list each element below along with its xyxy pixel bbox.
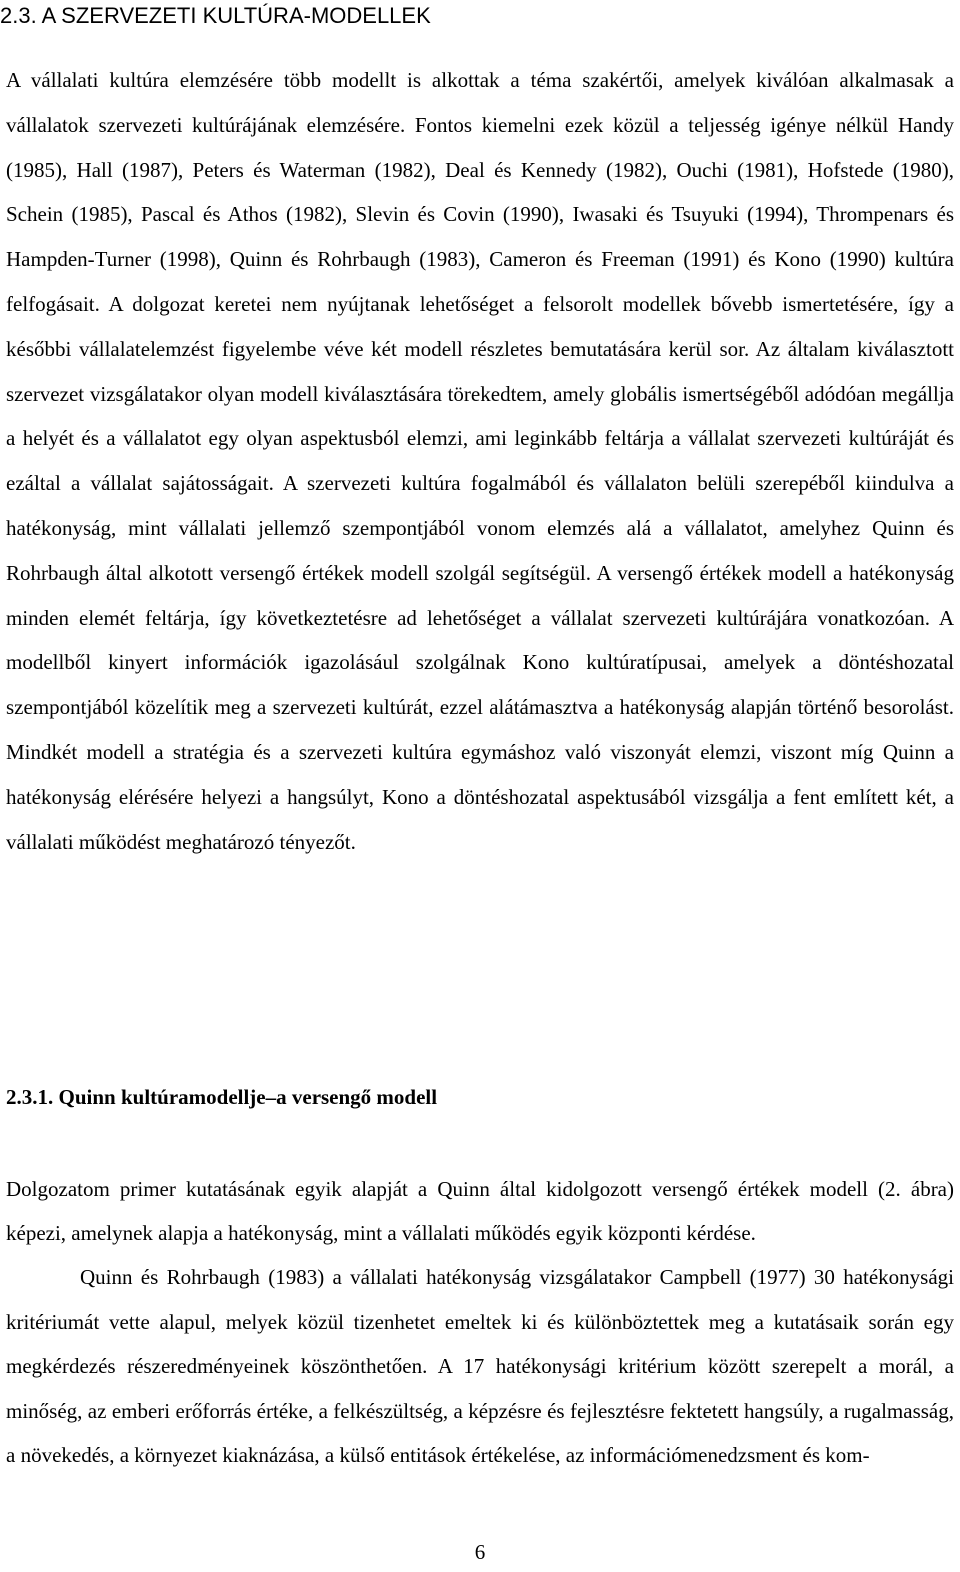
subsection-paragraph-1: Dolgozatom primer kutatásának egyik alapját a Quinn által kidolgozott versengő értékek modell (2. ábra) képezi, amelynek alapja a hatékonyság, mint a vállalati működés egyik központi kérdése. [6, 1177, 954, 1246]
section-heading: 2.3. A SZERVEZETI KULTÚRA-MODELLEK [0, 3, 431, 28]
page-number: 6 [474, 1540, 486, 1564]
subsection-paragraph-2: Quinn és Rohrbaugh (1983) a vállalati hatékonyság vizsgálatakor Campbell (1977) 30 hatékonysági kritériumát vette alapul, melyek közül tizenhetet emeltek ki és különböztettek meg a kutatásaik során egy megkérdezés részeredményeinek köszönthetően. A 17 hatékonysági kritérium között szerepelt a morál, a minőség, az emberi erőforrás értéke, a felkészültség, a képzésre és fejlesztésre fektetett hangsúly, a rugalmasság, a növekedés, a környezet kiaknázása, a külső entitások értékelése, az információmenedzsment és kom- [6, 1265, 954, 1468]
intro-paragraph: A vállalati kultúra elemzésére több modellt is alkottak a téma szakértői, amelyek kiválóan alkalmasak a vállalatok szervezeti kultúrájának elemzésére. Fontos kiemelni ezek közül a teljesség igénye nélkül Handy (1985), Hall (1987), Peters és Waterman (1982), Deal és Kennedy (1982), Ouchi (1981), Hofstede (1980), Schein (1985), Pascal és Athos (1982), Slevin és Covin (1990), Iwasaki és Tsuyuki (1994), Thrompenars és Hampden-Turner (1998), Quinn és Rohrbaugh (1983), Cameron és Freeman (1991) és Kono (1990) kultúra felfogásait. A dolgozat keretei nem nyújtanak lehetőséget a felsorolt modellek bővebb ismertetésére, így a későbbi vállalatelemzést figyelembe véve két modell részletes bemutatására kerül sor. Az általam kiválasztott szervezet vizsgálatakor olyan modell kiválasztására törekedtem, amely globális ismertségéből adódóan megállja a helyét és a vállalatot egy olyan aspektusból elemzi, ami leginkább feltárja a vállalat szervezeti kultúráját és ezáltal a vállalat sajátosságait. A szervezeti kultúra fogalmából és vállalaton belüli szerepéből kiindulva a hatékonyság, mint vállalati jellemző szempontjából vonom elemzés alá a vállalatot, amelyhez Quinn és Rohrbaugh által alkotott versengő értékek modell szolgál segítségül. A versengő értékek modell a hatékonyság minden elemét feltárja, így következtetésre ad lehetőséget a vállalat szervezeti kultúrájára vonatkozóan. A modellből kinyert információk igazolásául szolgálnak Kono kultúratípusai, amelyek a döntéshozatal szempontjából közelítik meg a szervezeti kultúrát, ezzel alátámasztva a hatékonyság alapján történő besorolást. Mindkét modell a stratégia és a szervezeti kultúra egymáshoz való viszonyát elemzi, viszont míg Quinn a hatékonyság elérésére helyezi a hangsúlyt, Kono a döntéshozatal aspektusából vizsgálja a fent említett két, a vállalati működést meghatározó tényezőt. [6, 68, 954, 854]
subsection-heading [6, 1077, 437, 1117]
subsection-title: Quinn kultúramodellje–a versengő modell [58, 1085, 438, 1109]
subsection-number: 2.3.1. [6, 1085, 54, 1109]
